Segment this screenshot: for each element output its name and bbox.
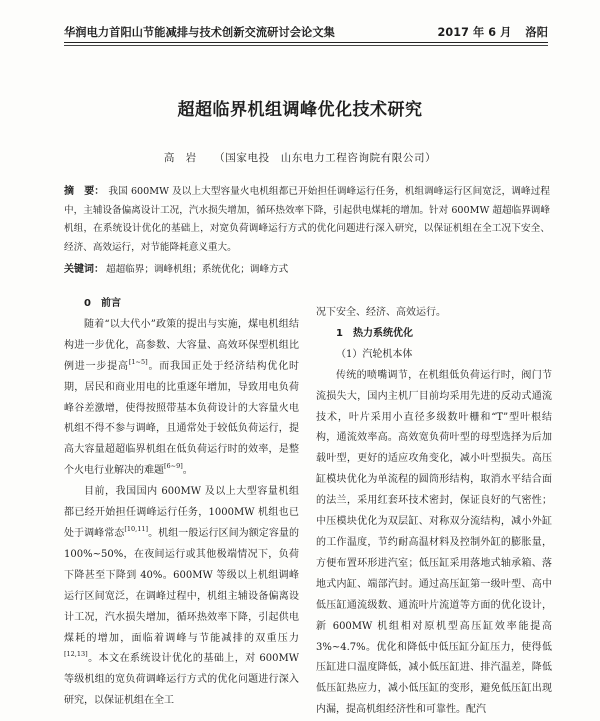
- intro-paragraph-2: 目前，我国国内 600MW 及以上大型容量机组都已经开始担任调峰运行任务，1000MW 机组也已处于调峰常态[10,11]。机组一般运行区间为额定容量的 100%~50%，在夜间运行或其他极端情况下，负荷下降甚至下降到 40%。600MW 等级以上机组调峰运行区间宽泛，在调峰过程中，机组主辅设备偏离设计工况，汽水损失增加，循环热效率下降，引起供电煤耗的增加，面临着调峰与节能减排的双重压力[12,13]。本文在系统设计优化的基础上，对 600MW 等级机组的宽负荷调峰运行方式的优化问题进行深入研究，以保证机组在全工: [64, 486, 299, 707]
- abstract: [64, 183, 550, 257]
- keywords-label: 关键词：: [64, 264, 104, 275]
- keywords: [64, 261, 550, 279]
- body-paragraph: 传统的喷嘴调节，在机组低负荷运行时，阀门节流损失大，国内主机厂目前均采用先进的反动式通流技术，叶片采用小直径多级数叶栅和“T”型叶根结构，通流效率高。高效宽负荷叶型的母型选择为后加载叶型，更好的适应攻角变化，减小叶型损失。高压缸模块优化为单流程的圆筒形结构，取消水平结合面的法兰，采用红套环技术密封，保证良好的气密性；中压模块优化为双层缸、对称双分流结构，减小外缸的工作温度，节约耐高温材料及控制外缸的膨胀量，方便布置环形进汽室；低压缸采用落地式轴承箱、落地式内缸、端部汽封。通过高压缸第一级叶型、高中低压缸通流级数、通流叶片流道等方面的优化设计，新 600MW 机组相对原机型高压缸效率能提高 3%~4.7%。优化和降低中低压缸分缸压力，使得低压缸进口温度降低，减小低压缸进、排汽温差，降低低压缸热应力，减小低压缸的变形，避免低压缸出现内漏，提高机组经济性和可靠性。配汽: [316, 369, 552, 716]
- citation: [1~5]: [128, 357, 148, 366]
- paper-title: 超超临界机组调峰优化技术研究: [177, 100, 423, 120]
- intro-paragraph-1: 随着“以大代小”政策的提出与实施，煤电机组结构进一步优化，高参数、大容量、高效环保型机组比例进一步提高[1~5]。而我国正处于经济结构优化时期，居民和商业用电的比重逐年增加，导致用电负荷峰谷差激增，使得按照带基本负荷设计的大容量火电机组不得不参与调峰，且通常处于较低负荷运行，提高大容量超超临界机组在低负荷运行时的效率，是整个火电行业解决的难题[6~9]。: [64, 318, 300, 477]
- abstract-text: 我国 600MW 及以上大型容量火电机组都已开始担任调峰运行任务，机组调峰运行区间宽泛，调峰过程中，主辅设备偏离设计工况，汽水损失增加，循环热效率下降，引起供电煤耗的增加。针对 600MW 超超临界调峰机组，在系统设计优化的基础上，对宽负荷调峰运行方式的优化问题进行深入研究，以保证机组在全工况下安全、经济、高效运行，对节能降耗意义重大。: [64, 186, 551, 253]
- journal-name: 华润电力首阳山节能减排与技术创新交流研讨会论文集: [64, 26, 335, 39]
- header-rule: [64, 42, 548, 43]
- section-0-heading: 0 前言: [84, 298, 121, 309]
- right-column: [316, 303, 552, 721]
- running-header: [64, 24, 548, 40]
- subsection-heading: （1）汽轮机本体: [336, 348, 413, 360]
- left-column: [64, 294, 299, 712]
- header-place: 洛阳: [525, 26, 548, 39]
- header-rule-thin: [64, 45, 548, 46]
- author-affiliation: （国家电投 山东电力工程咨询院有限公司）: [214, 152, 437, 164]
- citation: [6~9]: [164, 462, 183, 471]
- section-1-heading: 1 热力系统优化: [336, 327, 413, 339]
- citation: [12,13]: [64, 650, 88, 659]
- abstract-label: 摘 要：: [64, 186, 105, 197]
- author-name: 高 岩: [163, 152, 201, 164]
- author-line: [0, 150, 600, 165]
- header-date-place: [427, 24, 548, 40]
- header-date: 2017 年 6 月: [437, 26, 512, 39]
- keywords-text: 超超临界；调峰机组；系统优化；调峰方式: [106, 264, 289, 275]
- continuation-text: 况下安全、经济、高效运行。: [316, 307, 446, 318]
- citation: [10,11]: [124, 524, 149, 533]
